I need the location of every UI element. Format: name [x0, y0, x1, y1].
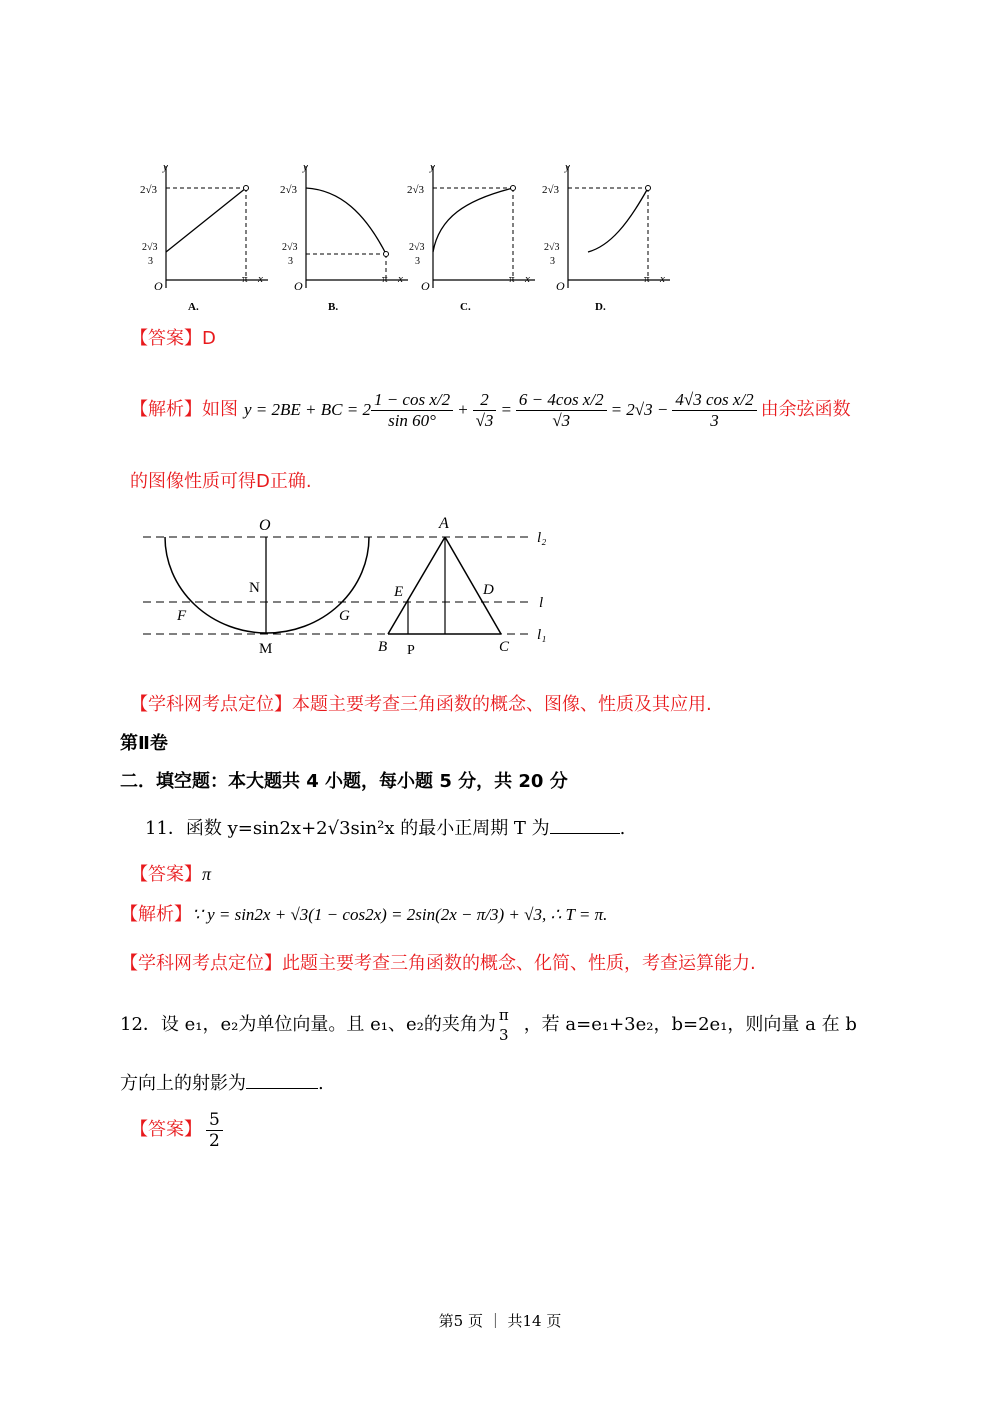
q11-text: 11．函数 y=sin2x+2√3sin²x 的最小正周期 T 为 — [145, 818, 550, 839]
mid-y-label: 2√3 — [282, 242, 298, 253]
endpoint — [511, 186, 516, 191]
q10-answer-line — [130, 327, 216, 351]
graph-d — [542, 161, 670, 313]
q12-question — [120, 1000, 857, 1050]
x-end-label: π — [242, 273, 248, 285]
formula-frac-3 — [516, 390, 607, 431]
answer-num: 5 — [206, 1110, 223, 1131]
y-label: y — [565, 161, 570, 173]
curve-a — [166, 188, 246, 252]
label-o: O — [259, 517, 271, 534]
label-l2: l₂ — [537, 530, 547, 546]
keypoint-text: 本题主要考查三角函数的概念、图像、性质及其应用. — [292, 694, 712, 715]
formula-frac-4 — [672, 390, 756, 431]
keypoint-tag: 【学科网考点定位】 — [130, 694, 292, 715]
answer-frac — [206, 1110, 223, 1151]
q12-answer-line — [130, 1105, 223, 1155]
analysis-tail: 由余弦函数 — [760, 399, 851, 420]
frac-1-den: sin 60° — [388, 410, 436, 430]
graph-label: B. — [328, 301, 339, 313]
label-n: N — [249, 580, 260, 596]
answer-tag: 【答案】 — [130, 328, 202, 349]
answer-value: π — [202, 864, 212, 884]
origin-label: O — [154, 279, 163, 293]
q10-analysis-line: 【解析】 如图 y = 2BE + BC = 2 $\frac{\text{1 − cos x/2}}{\sin 60^\circ}$ + $\frac{2}{√3}$ = $\frac{\text{6 − 4cos x/2}}{√3}$ = 2√3 − $\frac{\text{4√3 cos x/2}}{3}$ 由余弦函数 — [130, 389, 851, 430]
q11-analysis-line — [120, 903, 607, 927]
q12-text-c: 方向上的射影为 — [120, 1073, 246, 1094]
origin-label: O — [556, 279, 565, 293]
answer-tag: 【答案】 — [130, 864, 202, 885]
analysis-lead: 如图 — [202, 399, 238, 420]
angle-den: 3 — [498, 1026, 509, 1044]
label-e: E — [394, 584, 404, 600]
frac-3-num: 6 − 4cos x/2 — [516, 390, 607, 411]
formula-start: y = 2BE + BC = 2 — [244, 400, 371, 419]
graph-label: A. — [188, 301, 199, 313]
x-end-label: π — [509, 273, 515, 285]
geometry-figure — [135, 510, 565, 660]
angle-frac — [496, 1005, 512, 1045]
graph-label: D. — [595, 301, 606, 313]
analysis-formula: ∵ y = sin2x + √3(1 − cos2x) = 2sin(2x − π/3) + √3, ∴ T = π. — [192, 905, 608, 924]
mid-y-den: 3 — [550, 256, 555, 267]
graph-a — [140, 161, 268, 313]
answer-value: D — [202, 328, 216, 349]
top-y-label: 2√3 — [407, 184, 425, 196]
answer-blank — [246, 1088, 318, 1089]
q10-keypoint — [130, 693, 712, 717]
origin-label: O — [294, 279, 303, 293]
graph-b — [280, 161, 408, 313]
x-end-label: π — [644, 273, 650, 285]
label-l: l — [539, 595, 544, 611]
label-m: M — [259, 641, 273, 657]
frac-4-num: 4√3 cos x/2 — [672, 390, 756, 411]
section-subtitle: 二．填空题：本大题共 4 小题，每小题 5 分，共 20 分 — [120, 771, 568, 792]
analysis-tag: 【解析】 — [120, 904, 192, 925]
y-label: y — [303, 161, 308, 173]
analysis-line-2: 的图像性质可得D正确. — [130, 471, 312, 492]
q12-line-2: 方向上的射影为 . — [120, 1073, 324, 1094]
label-c: C — [499, 639, 510, 655]
mid-y-label: 2√3 — [409, 242, 425, 253]
endpoint — [384, 252, 389, 257]
top-y-label: 2√3 — [542, 184, 560, 196]
q12-text-a: 12．设 e₁，e₂为单位向量。且 e₁、e₂的夹角为 — [120, 1014, 496, 1035]
analysis-tag: 【解析】 — [130, 399, 202, 420]
section-title: 第Ⅱ卷 — [120, 733, 168, 754]
mid-y-den: 3 — [148, 256, 153, 267]
endpoint — [646, 186, 651, 191]
formula-mid: = 2√3 − — [610, 400, 669, 419]
top-y-label: 2√3 — [140, 184, 158, 196]
x-label: x — [398, 273, 403, 285]
label-g: G — [339, 608, 350, 624]
y-label: y — [163, 161, 168, 173]
angle-num: π — [498, 1006, 509, 1024]
frac-3-den: √3 — [552, 410, 571, 430]
mid-y-label: 2√3 — [142, 242, 158, 253]
endpoint — [244, 186, 249, 191]
answer-tag: 【答案】 — [130, 1119, 202, 1140]
top-y-label: 2√3 — [280, 184, 298, 196]
q11-question: 11．函数 y=sin2x+2√3sin²x 的最小正周期 T 为 . — [145, 818, 626, 839]
answer-den: 2 — [209, 1130, 220, 1151]
graph-c — [407, 161, 535, 313]
q12-text-b: ，若 a=e₁+3e₂，b=2e₁，则向量 a 在 b — [523, 1014, 857, 1035]
answer-blank — [550, 833, 620, 834]
keypoint-tag: 【学科网考点定位】 — [120, 953, 282, 974]
label-a: A — [439, 515, 449, 532]
frac-2-den: √3 — [475, 410, 494, 430]
curve-d — [588, 188, 648, 252]
keypoint-text: 此题主要考查三角函数的概念、化简、性质，考查运算能力. — [282, 953, 756, 974]
q11-keypoint — [120, 952, 756, 976]
label-b: B — [378, 639, 388, 655]
origin-label: O — [421, 279, 430, 293]
mid-y-label: 2√3 — [544, 242, 560, 253]
option-graphs — [130, 158, 690, 318]
formula-frac-1 — [371, 390, 453, 431]
mid-y-den: 3 — [415, 256, 420, 267]
curve-b — [306, 188, 386, 254]
frac-2-num: 2 — [473, 390, 497, 411]
frac-1-num: 1 − cos x/2 — [371, 390, 453, 411]
graph-label: C. — [460, 301, 471, 313]
label-p: P — [407, 643, 415, 658]
q11-answer-line — [130, 862, 211, 887]
curve-c — [433, 188, 513, 252]
formula-frac-2 — [473, 390, 497, 431]
page-footer: 第5 页 ｜ 共14 页 — [438, 1312, 562, 1330]
x-label: x — [525, 273, 530, 285]
label-f: F — [177, 608, 187, 624]
x-label: x — [258, 273, 263, 285]
x-label: x — [660, 273, 665, 285]
label-d: D — [483, 582, 494, 598]
frac-4-den: 3 — [710, 410, 719, 430]
mid-y-den: 3 — [288, 256, 293, 267]
label-l1: l₁ — [537, 627, 547, 643]
y-label: y — [430, 161, 435, 173]
x-end-label: π — [382, 273, 388, 285]
